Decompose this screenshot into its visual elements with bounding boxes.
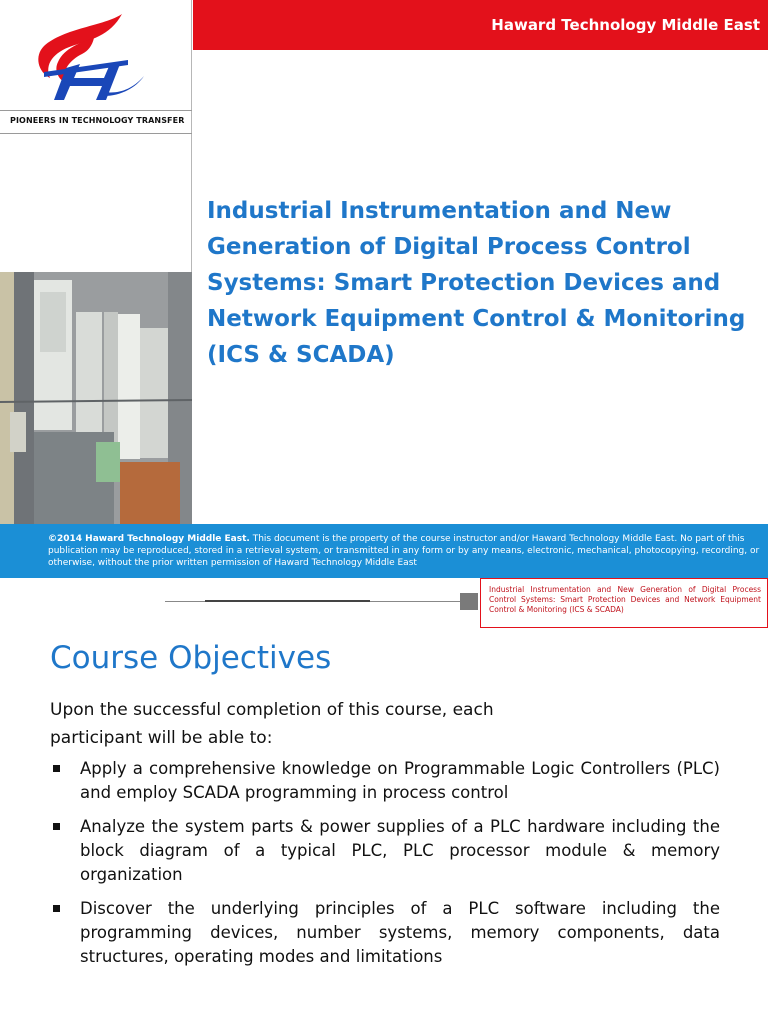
- list-item-text: Apply a comprehensive knowledge on Programmable Logic Controllers (PLC) and employ SCADA programming in process control: [80, 759, 720, 802]
- slide-title: Course Objectives: [50, 640, 332, 676]
- list-item: [50, 815, 720, 887]
- objectives-list: [50, 757, 720, 979]
- haward-logo-icon: [24, 8, 164, 108]
- divider-accent: [205, 600, 370, 602]
- intro-line-1: Upon the successful completion of this course, each: [50, 700, 494, 720]
- list-item-text: Analyze the system parts & power supplies of a PLC hardware including the block diagram of a typical PLC, PLC processor module & memory organization: [80, 817, 720, 884]
- bullet-square-icon: [53, 905, 60, 912]
- divider-square: [460, 593, 478, 610]
- cover-title: Industrial Instrumentation and New Generation of Digital Process Control Systems: Smart Protection Devices and Network Equipment Control & Monitoring (ICS & SCADA): [207, 198, 746, 368]
- copyright-lead: ©2014 Haward Technology Middle East.: [48, 534, 250, 544]
- cover-photo: [0, 272, 192, 524]
- list-item: [50, 897, 720, 969]
- bullet-square-icon: [53, 823, 60, 830]
- list-item-text: Discover the underlying principles of a PLC software including the programming devices, number systems, memory components, data structures, operating modes and limitations: [80, 899, 720, 966]
- logo-panel: [0, 0, 192, 272]
- list-item: [50, 757, 720, 805]
- slide-header-box: [480, 578, 768, 628]
- tagline: PIONEERS IN TECHNOLOGY TRANSFER: [10, 116, 185, 125]
- intro-line-2: participant will be able to:: [50, 728, 273, 748]
- copyright-body: This document is the property of the course instructor and/or Haward Technology Middle East. No part of this publication may be reproduced, stored in a retrieval system, or transmitted in any form or by any means, electronic, mechanical, photocopying, recording, or otherwise, without the prior written permission of Haward Technology Middle East: [48, 534, 760, 568]
- header-red-bar: [193, 0, 768, 50]
- slide-header-text: Industrial Instrumentation and New Generation of Digital Process Control Systems: Smart Protection Devices and Network Equipment Control & Monitoring (ICS & SCADA): [489, 585, 761, 614]
- intro-text: [50, 696, 590, 752]
- copyright-notice: [48, 533, 768, 569]
- bullet-square-icon: [53, 765, 60, 772]
- copyright-band: [0, 524, 768, 578]
- control-cabinet-image: [0, 272, 192, 524]
- company-name: Haward Technology Middle East: [491, 16, 760, 34]
